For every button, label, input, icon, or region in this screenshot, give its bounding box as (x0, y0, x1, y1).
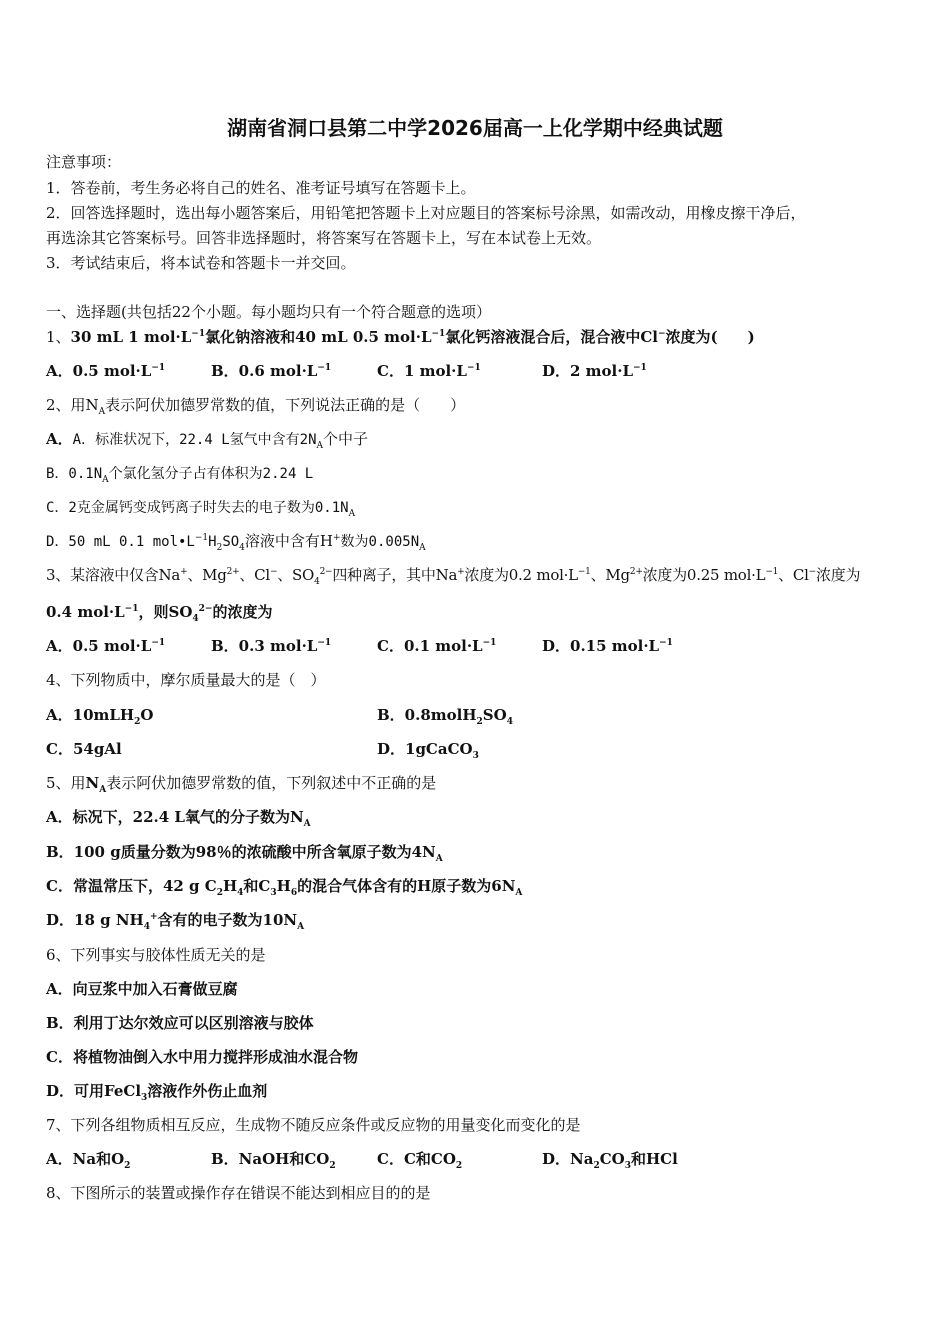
option-a: A．标况下，22.4 L氧气的分子数为$N_A$ (46, 808, 311, 829)
option-d: D．2 $mol\cdot L^{-1}$ (542, 362, 647, 380)
option-c: C．常温常压下，42 g $C_2H_4$和$C_3H_6$的混合气体含有的H原子数为$6N_A$ (46, 877, 523, 898)
question-4-stem: 4、下列物质中，摩尔质量最大的是（ ） (46, 671, 326, 689)
option-b: B．0.6 $mol\cdot L^{-1}$ (211, 362, 332, 380)
option-a: A．0.5 $mol\cdot L^{-1}$ (46, 362, 166, 380)
notice-item: 再选涂其它答案标号。回答非选择题时，将答案写在答题卡上，写在本试卷上无效。 (46, 229, 602, 247)
option-a: A．10mLH$_2$O (46, 706, 154, 727)
option-d: D．可用FeCl$_3$溶液作外伤止血剂 (46, 1082, 268, 1103)
option-c: C．C和$CO_2$ (377, 1150, 463, 1171)
question-2-stem: 2、用$N_A$表示阿伏加德罗常数的值，下列说法正确的是（ ） (46, 396, 466, 417)
option-c: C．2克金属钙变成钙离子时失去的电子数为$0.1N_A$ (46, 500, 356, 519)
notice-heading: 注意事项： (46, 153, 122, 171)
notice-item: 1．答卷前，考生务必将自己的姓名、准考证号填写在答题卡上。 (46, 179, 476, 197)
option-c: C．0.1 $mol\cdot L^{-1}$ (377, 637, 497, 655)
option-d: D．18 g $NH_4^+$含有的电子数为$10N_A$ (46, 911, 305, 932)
option-d: D．50 mL 0.1 $mol•L^{-1}H_2SO_4$溶液中含有H+数为$0.005N_A$ (46, 532, 426, 553)
question-4-options-row2 (46, 739, 906, 759)
notice-item: 2．回答选择题时，选出每小题答案后，用铅笔把答题卡上对应题目的答案标号涂黑，如需改动，用橡皮擦干净后， (46, 204, 806, 222)
question-7-options (46, 1149, 906, 1169)
option-a: A．A．标准状况下，22.4 L氢气中含有$2N_A$个中子 (46, 430, 369, 451)
option-b: B．利用丁达尔效应可以区别溶液与胶体 (46, 1014, 314, 1032)
question-3-stem-continued: 0.4 $mol\cdot L^{-1}$，则$SO_4^{2-}$的浓度为 (46, 603, 273, 624)
question-1-stem: 1、30 mL 1 $mol\cdot L^{-1}$氯化钠溶液和40 mL 0.5 $mol\cdot L^{-1}$氯化钙溶液混合后，混合液中Cl−浓度为( ) (46, 328, 755, 346)
option-b: B．0.3 $mol\cdot L^{-1}$ (211, 637, 332, 655)
option-b: B．NaOH和$CO_2$ (211, 1150, 336, 1171)
option-d: D．0.15 $mol\cdot L^{-1}$ (542, 637, 673, 655)
option-a: A．向豆浆中加入石膏做豆腐 (46, 980, 238, 998)
option-c: C．1 $mol\cdot L^{-1}$ (377, 362, 481, 380)
option-b: B．$0.8molH_2SO_4$ (377, 706, 513, 727)
question-5-stem: 5、用$N_A$表示阿伏加德罗常数的值，下列叙述中不正确的是 (46, 774, 437, 795)
option-b: B．$0.1N_A$个氯化氢分子占有体积为2.24 L (46, 466, 314, 485)
question-1-options (46, 361, 906, 381)
question-4-options-row1 (46, 705, 906, 725)
notice-item: 3．考试结束后，将本试卷和答题卡一并交回。 (46, 254, 356, 272)
page-title: 湖南省洞口县第二中学2026届高一上化学期中经典试题 (227, 116, 723, 140)
section-heading: 一、选择题(共包括22个小题。每小题均只有一个符合题意的选项） (46, 303, 491, 321)
option-d: D．$Na_2CO_3$和HCl (542, 1150, 678, 1171)
option-c: C．将植物油倒入水中用力搅拌形成油水混合物 (46, 1048, 358, 1066)
option-a: A．0.5 $mol\cdot L^{-1}$ (46, 637, 166, 655)
question-3-options (46, 636, 906, 656)
option-a: A．Na和$O_2$ (46, 1150, 131, 1171)
option-c: C．54gAl (46, 740, 122, 758)
question-8-stem: 8、下图所示的装置或操作存在错误不能达到相应目的的是 (46, 1184, 431, 1202)
option-d: D．1gCaCO$_3$ (377, 740, 479, 761)
question-3-stem: 3、某溶液中仅含Na+、$Mg^{2+}$、Cl−、$SO_4^{2-}$四种离子，其中Na+浓度为0.2 $mol\cdot L^{-1}$、$Mg^{2+}$浓度为0.25 $mol\cdot L^{-1}$、Cl−浓度为 (46, 566, 861, 587)
option-b: B．100 g质量分数为98％的浓硫酸中所含氧原子数为$4N_A$ (46, 843, 443, 864)
question-6-stem: 6、下列事实与胶体性质无关的是 (46, 946, 266, 964)
question-7-stem: 7、下列各组物质相互反应，生成物不随反应条件或反应物的用量变化而变化的是 (46, 1116, 581, 1134)
